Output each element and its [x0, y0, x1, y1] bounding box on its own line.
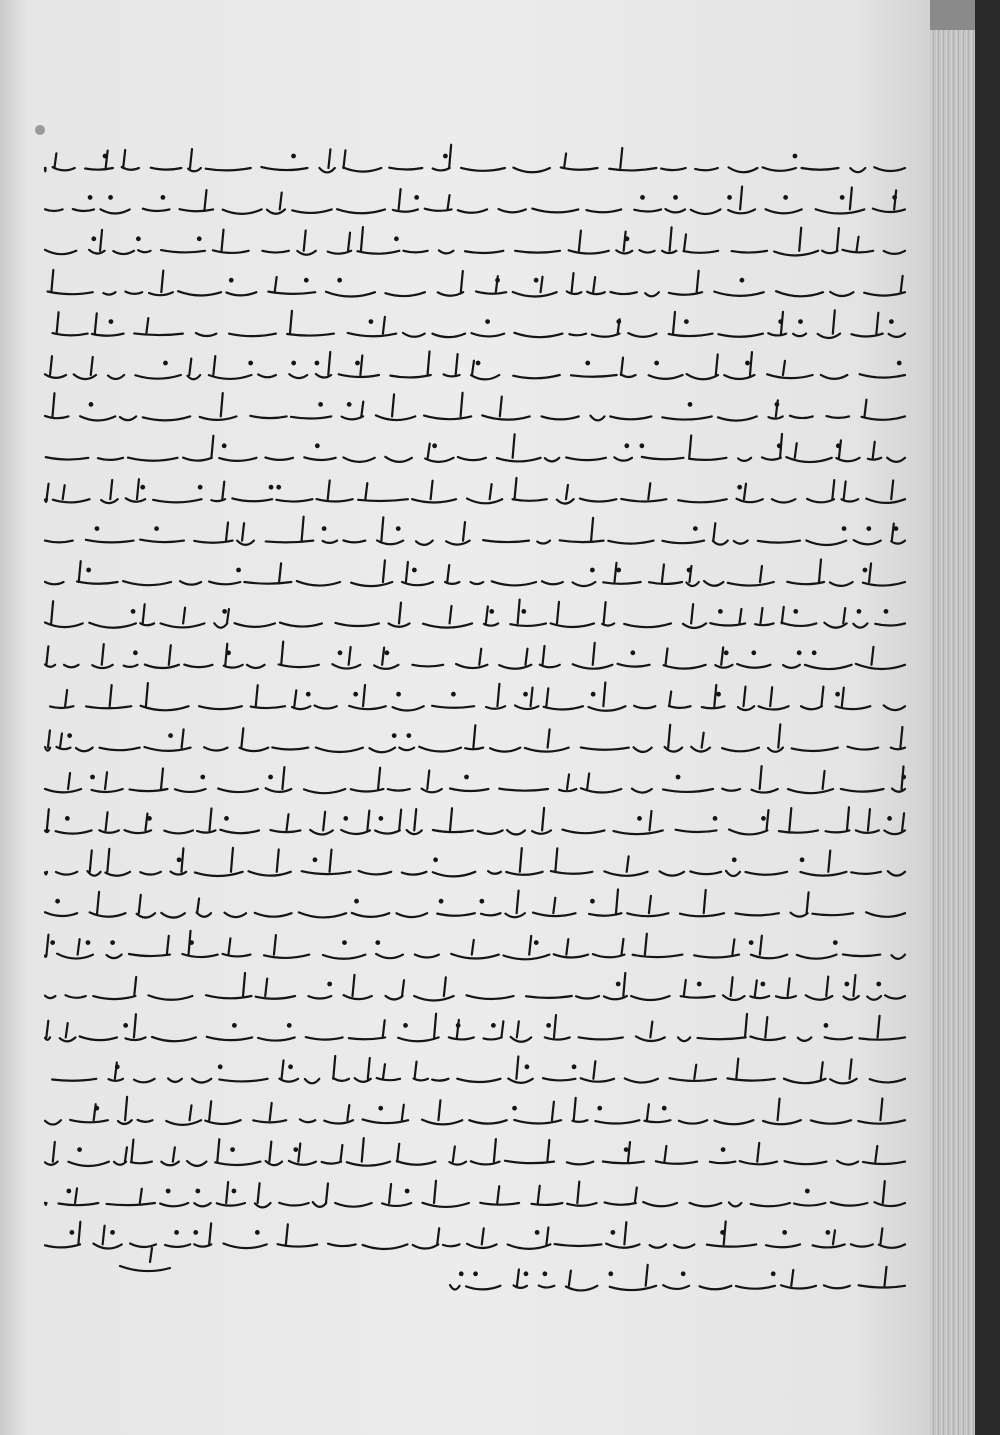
text-line	[40, 1074, 920, 1116]
text-line	[40, 864, 920, 906]
text-line	[40, 318, 920, 360]
text-line	[40, 192, 920, 234]
page-edges	[930, 0, 975, 1435]
text-line	[40, 1242, 920, 1284]
text-line	[40, 234, 920, 276]
text-line	[40, 444, 920, 486]
text-line	[40, 1032, 920, 1074]
text-line	[40, 1116, 920, 1158]
ink-spot	[35, 125, 45, 135]
text-line	[40, 948, 920, 990]
text-body	[40, 150, 920, 1326]
catchword	[110, 1255, 170, 1279]
text-line	[40, 1284, 920, 1326]
text-line	[40, 990, 920, 1032]
text-line	[40, 402, 920, 444]
text-line	[40, 150, 920, 192]
text-line	[40, 570, 920, 612]
text-line	[40, 612, 920, 654]
text-line	[40, 486, 920, 528]
text-line	[40, 822, 920, 864]
text-line	[40, 360, 920, 402]
text-line	[40, 276, 920, 318]
text-line	[40, 906, 920, 948]
text-line	[40, 528, 920, 570]
text-line	[40, 1200, 920, 1242]
text-line	[40, 780, 920, 822]
text-line	[40, 1158, 920, 1200]
text-line	[40, 654, 920, 696]
text-line	[40, 696, 920, 738]
text-line	[40, 738, 920, 780]
